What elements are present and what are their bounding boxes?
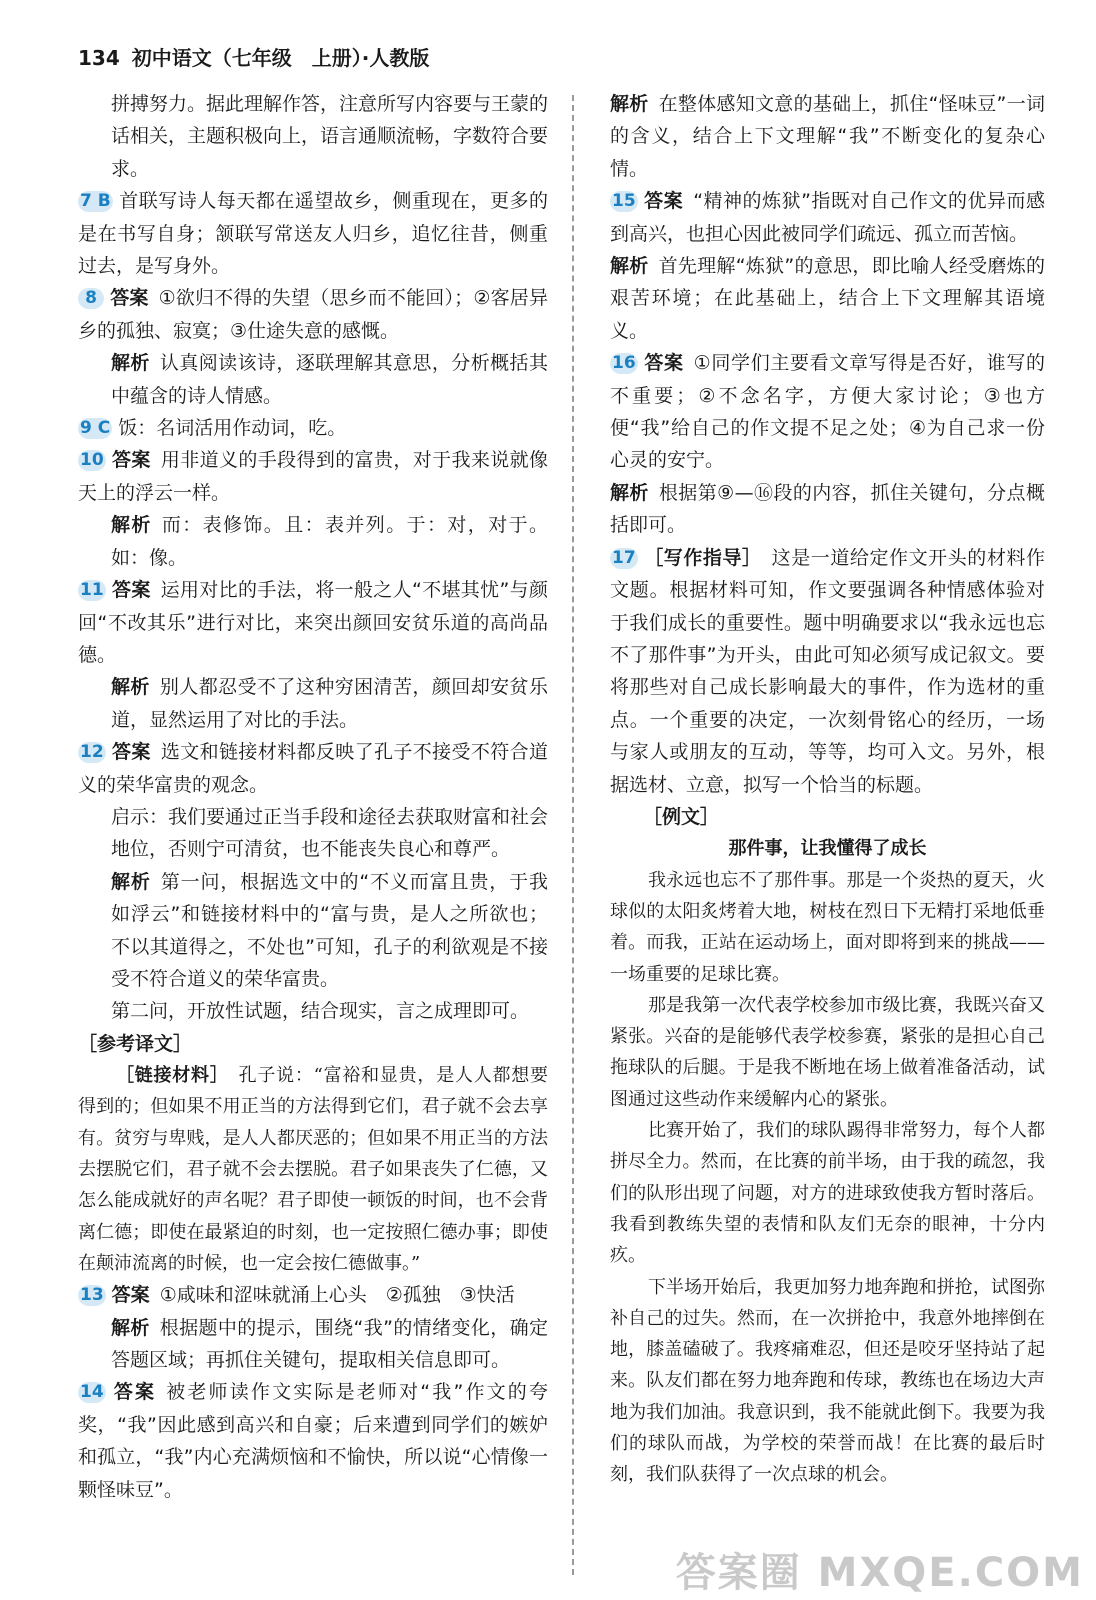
q10-number: 10	[80, 450, 104, 471]
q16-number: 16	[612, 353, 636, 374]
q13-number: 13	[80, 1285, 104, 1306]
q14-number: 14	[80, 1382, 104, 1403]
essay-paragraph-4: 下半场开始后，我更加努力地奔跑和拼抢，试图弥补自己的过失。然而，在一次拼抢中，我意外地摔倒在地，膝盖磕破了。我疼痛难忍，但还是咬牙坚持站了起来。队友们都在努力地奔跑和传球，教练也在场边大声地为我们加油。我意识到，我不能就此倒下。我要为我们的球队而战，为学校的荣誉而战！在比赛的最后时刻，我们队获得了一次点球的机会。	[610, 1276, 1045, 1486]
watermark-logo: 答案圈 MXQE.COM	[675, 1550, 1084, 1596]
q15-analysis: 解析 首先理解“炼狱”的意思，即比喻人经受磨炼的艰苦环境；在此基础上，结合上下文理解其语境义。	[610, 255, 1045, 342]
q8-number: 8	[78, 288, 104, 309]
q7-number: 7 B	[80, 191, 111, 212]
q9-number: 9 C	[80, 418, 111, 439]
essay-title: 那件事，让我懂得了成长	[728, 838, 927, 860]
q17-writing-guide: 17 ［写作指导］ 这是一道给定作文开头的材料作文题。根据材料可知，作文要强调各种情感体验对于我们成长的重要性。题中明确要求以“我永远也忘不了那件事”为开头，由此可知必须写成记叙文。要将那些对自己成长影响最大的事件，作为选材的重点。一个重要的决定，一次刻骨铭心的经历，一场与家人或朋友的互动，等等，均可入文。另外，根据选材、立意，拟写一个恰当的标题。	[610, 546, 1045, 796]
q11-answer: 11 答案 运用对比的手法，将一般之人“不堪其忧”与颜回“不改其乐”进行对比，来突出颜回安贫乐道的高尚品德。	[78, 579, 548, 666]
essay-paragraph-2: 那是我第一次代表学校参加市级比赛，我既兴奋又紧张。兴奋的是能够代表学校参赛，紧张的是担心自己拖球队的后腿。于是我不断地在场上做着准备活动，试图通过这些动作来缓解内心的紧张。	[610, 994, 1045, 1110]
example-essay	[610, 833, 1045, 1490]
q12-analysis: 解析 第一问，根据选文中的“不义而富且贵，于我如浮云”和链接材料中的“富与贵，是人之所欲也；不以其道得之，不处也”可知，孔子的利欲观是不接受不符合道义的荣华富贵。	[111, 870, 548, 990]
q16-analysis: 解析 根据第⑨—⑯段的内容，抓住关键句，分点概括即可。	[610, 481, 1045, 537]
q8-analysis: 解析 认真阅读该诗，逐联理解其意思，分析概括其中蕴含的诗人情感。	[111, 352, 548, 407]
page-header	[78, 42, 429, 71]
q13-answer: 13 答案 ①咸味和涩味就涌上心头 ②孤独 ③快活	[80, 1284, 515, 1307]
q14-answer: 14 答案 被老师读作文实际是老师对“我”作文的夸奖，“我”因此感到高兴和自豪；后来遭到同学们的嫉妒和孤立，“我”内心充满烦恼和不愉快，所以说“心情像一颗怪味豆”。	[78, 1381, 548, 1501]
column-divider	[572, 95, 574, 1575]
q12-analysis-2: 第二问，开放性试题，结合现实，言之成理即可。	[111, 1000, 530, 1023]
page-number: 134	[78, 46, 120, 70]
reference-translation-title: ［参考译文］	[78, 1032, 193, 1055]
q14-analysis: 解析 在整体感知文意的基础上，抓住“怪味豆”一词的含义，结合上下文理解“我”不断变化的复杂心情。	[610, 93, 1045, 180]
q12-answer: 12 答案 选文和链接材料都反映了孔子不接受不符合道义的荣华富贵的观念。	[78, 741, 548, 796]
example-label: ［例文］	[643, 805, 720, 828]
q16-answer: 16 答案 ①同学们主要看文章写得是否好，谁写的不重要；②不念名字，方便大家讨论；③也方便“我”给自己的作文提不足之处；④为自己求一份心灵的安宁。	[610, 352, 1045, 472]
essay-paragraph-3: 比赛开始了，我们的球队踢得非常努力，每个人都拼尽全力。然而，在比赛的前半场，由于我的疏忽，我们的队形出现了问题，对方的进球致使我方暂时落后。我看到教练失望的表情和队友们无奈的眼神，十分内疚。	[610, 1120, 1045, 1267]
q11-analysis: 解析 别人都忍受不了这种穷困清苦，颜回却安贫乐道，显然运用了对比的手法。	[111, 676, 548, 731]
q17-number: 17	[612, 547, 636, 568]
q7-item: 7 B 首联写诗人每天都在遥望故乡，侧重现在，更多的是在书写自身；颔联写常送友人归乡，追忆往昔，侧重过去，是写身外。	[78, 190, 548, 278]
q10-answer: 10 答案 用非道义的手段得到的富贵，对于我来说就像天上的浮云一样。	[78, 449, 548, 504]
q10-analysis: 解析 而：表修饰。且：表并列。于：对，对于。如：像。	[111, 514, 548, 569]
q8-answer: 8 答案 ①欲归不得的失望（思乡而不能回）；②客居异乡的孤独、寂寞；③仕途失意的感慨。	[78, 287, 548, 342]
continued-text: 拼搏努力。据此理解作答，注意所写内容要与王蒙的话相关，主题积极向上，语言通顺流畅，字数符合要求。	[111, 93, 549, 180]
q13-analysis: 解析 根据题中的提示，围绕“我”的情绪变化，确定答题区域；再抓住关键句，提取相关信息即可。	[111, 1316, 548, 1372]
q15-answer: 15 答案 “精神的炼狱”指既对自己作文的优异而感到高兴，也担心因此被同学们疏远、孤立而苦恼。	[610, 190, 1045, 245]
q9-item: 9 C 饭：名词活用作动词，吃。	[80, 417, 347, 440]
left-column	[78, 88, 548, 1506]
q15-number: 15	[612, 191, 636, 212]
essay-paragraph-1: 我永远也忘不了那件事。那是一个炎热的夏天，火球似的太阳炙烤着大地，树枝在烈日下无精打采地低垂着。而我，正站在运动场上，面对即将到来的挑战——一场重要的足球比赛。	[610, 869, 1045, 985]
q12-insight: 启示：我们要通过正当手段和途径去获取财富和社会地位，否则宁可清贫，也不能丧失良心和尊严。	[111, 805, 549, 861]
book-title: 初中语文（七年级 上册）·人教版	[131, 46, 430, 70]
right-column	[610, 88, 1045, 1491]
q11-number: 11	[80, 580, 104, 601]
link-material-label: ［链接材料］	[116, 1065, 229, 1087]
q12-number: 12	[80, 742, 104, 763]
reference-translation: ［链接材料］ 孔子说：“富裕和显贵，是人人都想要得到的；但如果不用正当的方法得到它们，君子就不会去享有。贫穷与卑贱，是人人都厌恶的；但如果不用正当的方法去摆脱它们，君子就不会去摆脱。君子如果丧失了仁德，又怎么能成就好的声名呢？君子即使一顿饭的时间，也不会背离仁德；即使在最紧迫的时刻，也一定按照仁德办事；即使在颠沛流离的时候，也一定会按仁德做事。”	[78, 1065, 549, 1274]
